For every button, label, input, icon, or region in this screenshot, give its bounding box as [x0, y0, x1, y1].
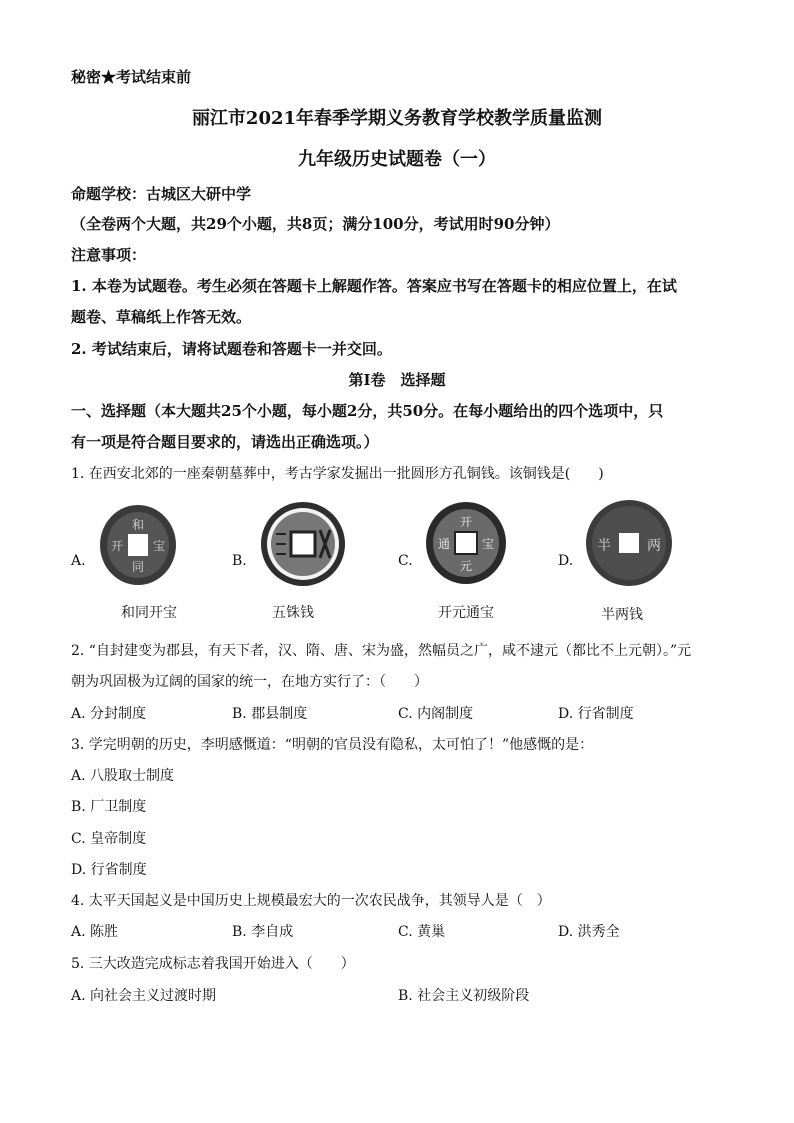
coin-b-icon [258, 500, 348, 588]
q3-option-d: D. 行省制度 [71, 862, 147, 878]
section-intro-b: 有一项是符合题目要求的，请选出正确选项。） [71, 433, 379, 451]
svg-text:宝: 宝 [481, 537, 495, 551]
school-line: 命题学校：古城区大研中学 [71, 185, 252, 203]
q3-option-b: B. 厂卫制度 [71, 799, 147, 815]
notes-title: 注意事项： [71, 246, 147, 264]
q5-option-a: A. 向社会主义过渡时期 [71, 988, 217, 1004]
q4-stem: 4. 太平天国起义是中国历史上规模最宏大的一次农民战争，其领导人是（ ） [71, 893, 551, 909]
svg-text:通: 通 [437, 537, 451, 551]
q1-option-a-letter: A. [71, 553, 86, 569]
svg-text:两: 两 [647, 538, 661, 554]
note-1b: 题卷、草稿纸上作答无效。 [71, 308, 252, 326]
svg-text:元: 元 [459, 559, 473, 573]
svg-text:宝: 宝 [152, 539, 166, 553]
q2-stem-a: 2. “自封建变为郡县，有天下者，汉、隋、唐、宋为盛，然幅员之广，咸不逮元（都比不上元朝）。”元 [71, 643, 692, 659]
q4-option-b: B. 李自成 [232, 924, 294, 940]
note-2: 2. 考试结束后，请将试题卷和答题卡一并交回。 [71, 340, 392, 358]
q5-stem: 5. 三大改造完成标志着我国开始进入（ ） [71, 956, 355, 972]
q1-stem: 1. 在西安北郊的一座秦朝墓葬中，考古学家发掘出一批圆形方孔铜钱。该铜钱是( ) [71, 466, 604, 482]
section-heading: 第Ⅰ卷 选择题 [348, 371, 446, 389]
q2-stem-b: 朝为巩固极为辽阔的国家的统一，在地方实行了：（ ） [71, 674, 428, 690]
q1-option-c-letter: C. [398, 553, 413, 569]
q3-stem: 3. 学完明朝的历史，李明感慨道：“明朝的官员没有隐私，太可怕了！”他感慨的是： [71, 737, 594, 753]
q3-option-c: C. 皇帝制度 [71, 831, 147, 847]
q4-option-a: A. 陈胜 [71, 924, 119, 940]
q1-caption-d: 半两钱 [601, 607, 643, 623]
exam-subtitle: 九年级历史试题卷（一） [298, 149, 496, 170]
q1-option-d-letter: D. [558, 553, 574, 569]
q2-option-b: B. 郡县制度 [232, 706, 308, 722]
svg-text:半: 半 [597, 538, 611, 554]
coin-a-icon [98, 503, 178, 587]
secret-label: 秘密★考试结束前 [71, 68, 192, 86]
q2-option-a: A. 分封制度 [71, 706, 147, 722]
q5-option-b: B. 社会主义初级阶段 [398, 988, 530, 1004]
svg-text:开: 开 [110, 539, 124, 553]
coin-c-icon [424, 500, 508, 586]
q1-option-b-letter: B. [232, 553, 247, 569]
svg-text:开: 开 [459, 515, 473, 529]
coin-d-icon [584, 498, 674, 588]
q1-caption-c: 开元通宝 [438, 605, 494, 621]
exam-title: 丽江市2021年春季学期义务教育学校教学质量监测 [191, 108, 603, 129]
q2-option-d: D. 行省制度 [558, 706, 634, 722]
q4-option-c: C. 黄巢 [398, 924, 446, 940]
q3-option-a: A. 八股取士制度 [71, 768, 175, 784]
q1-caption-a: 和同开宝 [121, 605, 177, 621]
svg-text:和: 和 [131, 518, 145, 532]
section-intro-a: 一、选择题（本大题共25个小题，每小题2分，共50分。在每小题给出的四个选项中，只 [71, 402, 664, 420]
scope-line: （全卷两个大题，共29个小题，共8页；满分100分，考试用时90分钟） [71, 215, 560, 233]
svg-text:同: 同 [131, 560, 145, 574]
q1-caption-b: 五铢钱 [272, 605, 314, 621]
q4-option-d: D. 洪秀全 [558, 924, 620, 940]
note-1a: 1. 本卷为试题卷。考生必须在答题卡上解题作答。答案应书写在答题卡的相应位置上，在试 [71, 277, 677, 295]
q2-option-c: C. 内阁制度 [398, 706, 474, 722]
